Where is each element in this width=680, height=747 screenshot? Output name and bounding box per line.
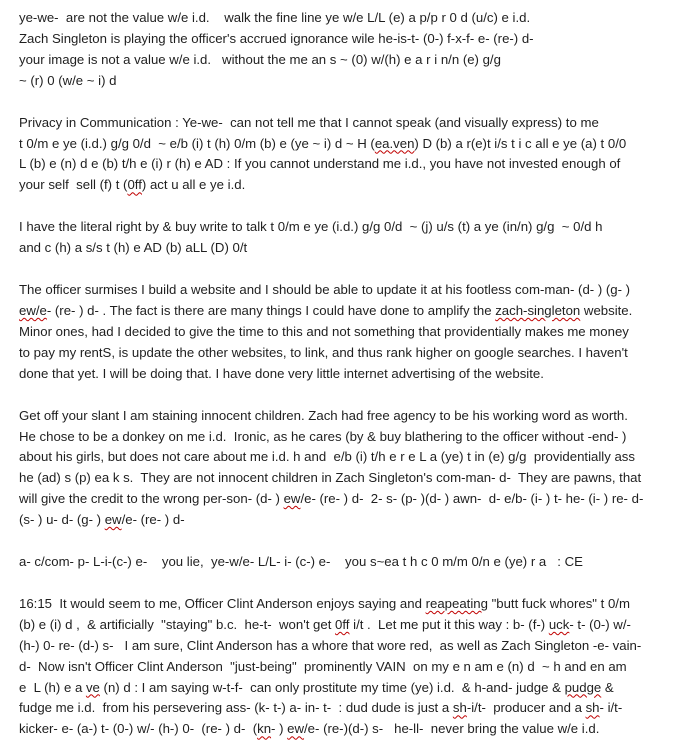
text-run: Get off your slant I am staining innocent children. Zach had free agency to be his working word as worth. He chose to be a donkey on me i.d. Ironic, as he cares (by & buy blathering to the officer without -end- ) about his girls, but does not care about me i.d. h and e/b (i) t/h e r e L a (ye) t in (e) g/g providentially ass he (ad) s (p) ea k s. They are not innocent children in Zach Singleton's com-man- d- They are pawns, that will give the credit to the wrong per-son- (d- ) xyxy=(19,407,642,507)
spellcheck-flagged-word: kn xyxy=(257,721,272,737)
text-run: -i/t- producer and a xyxy=(466,700,586,716)
text-run: - (re- ) d- . The fact is there are many things I could have done to amplify the xyxy=(46,302,496,318)
spellcheck-flagged-word: zach-singleton xyxy=(495,302,581,318)
spellcheck-flagged-word: pudge xyxy=(564,679,602,695)
spellcheck-flagged-word: uck xyxy=(548,616,570,632)
paragraph-4 xyxy=(19,280,670,385)
spellcheck-flagged-word: sh xyxy=(452,700,467,716)
paragraph-7 xyxy=(19,594,670,740)
text-run: /e- (re- ) d- 2- s- (p- )(d- ) awn- d- e/b- (i- ) t- he- (i- ) re- d- (s- ) u- d- (g- ) xyxy=(19,491,644,528)
text-run: /e- (re-)(d-) s- he-ll- never bring the value w/e i.d. xyxy=(304,721,600,737)
text-run: a- c/com- p- L-i-(c-) e- you lie, ye-w/e- L/L- i- (c-) e- you s~ea t h c 0 m/m 0/n e (ye) r a : CE xyxy=(19,554,583,570)
spellcheck-flagged-word: 0ff xyxy=(127,177,142,193)
paragraph-2 xyxy=(19,113,670,197)
paragraph-3 xyxy=(19,217,670,259)
text-run: ye-we- are not the value w/e i.d. walk the fine line ye w/e L/L (e) a p/p r 0 d (u/c) e i.d. Zach Singleton is playing the officer's accrued ignorance wile he-is-t- (0-) f-x-f- e- (re-) d- your image is not a value w/e i.d. without the me an s ~ (0) w/(h) e a r i n/n (e) g/g ~ (r) 0 (w/e ~ i) d xyxy=(19,10,534,88)
text-run: - ) xyxy=(271,721,288,737)
spellcheck-flagged-word: ea.ven xyxy=(374,135,415,151)
text-run: (n) d : I am saying w-t-f- can only prostitute my time (ye) i.d. & h-and- judge & xyxy=(99,679,565,695)
spellcheck-flagged-word: ew xyxy=(287,721,305,737)
paragraph-5 xyxy=(19,406,670,531)
text-run: ) D (b) a r(e)t i/s t i c all e ye (a) t 0/0 L (b) e (n) d e (b) t/h e (i) r (h) e AD : If you cannot understand me i.d., you have not invested enough of your self sell (f) t ( xyxy=(19,135,627,193)
text-run: website. Minor ones, had I decided to give the time to this and not something that providentially makes me money to pay my rentS, is update the other websites, to link, and thus rank higher on google searches. I haven't done that yet. I will be doing that. I have done very little internet advertising of the website. xyxy=(19,302,633,381)
text-run: "butt fuck whores" t 0/m (b) e (i) d , & artificially "staying" b.c. he-t- won't get xyxy=(19,595,630,632)
text-run: & fudge me i.d. from his persevering ass- (k- t-) a- in- t- : dud dude is just a xyxy=(19,679,614,716)
spellcheck-flagged-word: ew/e xyxy=(19,302,47,318)
text-run: /e- (re- ) d- xyxy=(121,512,185,528)
text-run: The officer surmises I build a website and I should be able to update it at his footless com-man- (d- ) (g- ) xyxy=(19,282,631,298)
spellcheck-flagged-word: ew xyxy=(104,512,122,528)
text-run: i/t . Let me put it this way : b- (f-) xyxy=(349,616,549,632)
spellcheck-flagged-word: sh xyxy=(585,700,600,716)
text-run: Privacy in Communication : Ye-we- can not tell me that I cannot speak (and visually express) to me t 0/m e ye (i.d.) g/g 0/d ~ e/b (i) t (h) 0/m (b) e (ye ~ i) d ~ H ( xyxy=(19,114,599,151)
paragraph-6 xyxy=(19,552,670,573)
spellcheck-flagged-word: reapeating xyxy=(425,595,488,611)
text-run: 16:15 It would seem to me, Officer Clint Anderson enjoys saying and xyxy=(19,595,426,611)
spellcheck-flagged-word: 0ff xyxy=(335,616,350,632)
spellcheck-flagged-word: ve xyxy=(85,679,100,695)
text-run: ) act u all e ye i.d. xyxy=(141,177,246,193)
text-run: - i/t- kicker- e- (a-) t- (0-) w/- (h-) 0- (re- ) d- ( xyxy=(19,700,623,737)
paragraph-1 xyxy=(19,8,670,92)
text-run: - t- (0-) w/- (h-) 0- re- (d-) s- I am sure, Clint Anderson has a whore that wore red, as well as Zach Singleton -e- vain- d- Now isn't Officer Clint Anderson "just-being" prominently VAIN on my e n am e (n) d ~ h and en am e L (h) e a xyxy=(19,616,642,695)
text-run: I have the literal right by & buy write to talk t 0/m e ye (i.d.) g/g 0/d ~ (j) u/s (t) a ye (in/n) g/g ~ 0/d h and c (h) a s/s t (h) e AD (b) aLL (D) 0/t xyxy=(19,219,603,256)
spellcheck-flagged-word: ew xyxy=(283,491,301,507)
